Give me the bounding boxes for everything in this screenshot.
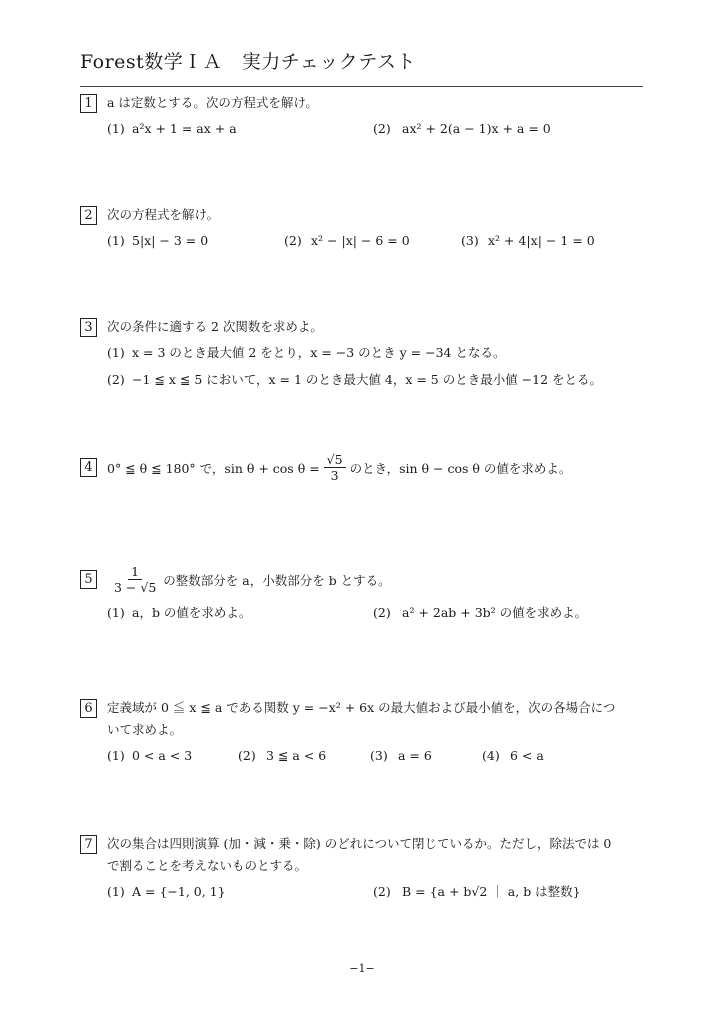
problem-number: 7 — [80, 835, 97, 854]
item-text: x² − |x| − 6 = 0 — [311, 233, 410, 248]
problem-number: 1 — [80, 94, 97, 113]
item-label: (2) — [238, 748, 256, 763]
item-label: (1) — [107, 233, 125, 248]
item-text: ax² + 2(a − 1)x + a = 0 — [402, 121, 551, 136]
item-text: 6 < a — [510, 748, 544, 763]
item-text: −1 ≦ x ≦ 5 において，x = 1 のとき最大値 4，x = 5 のとき最小値 −12 をとる。 — [132, 372, 603, 387]
problem-stem-line1: 定義域が 0 ≦ x ≦ a である関数 y = −x² + 6x の最大値および最小値を，次の各場合につ — [107, 700, 616, 715]
item-label: (1) — [107, 748, 125, 763]
item-text: a，b の値を求めよ。 — [132, 605, 252, 620]
item-text: x² + 4|x| − 1 = 0 — [488, 233, 595, 248]
problem-stem-line2: いて求めよ。 — [107, 722, 183, 737]
problem-stem: 次の条件に適する 2 次関数を求めよ。 — [107, 319, 323, 334]
item-text: 0 < a < 3 — [132, 748, 193, 763]
fraction — [324, 452, 346, 483]
fraction-denominator: 3 — [330, 468, 339, 483]
item-label: (2) — [373, 605, 391, 620]
problem-number: 4 — [80, 458, 97, 477]
item-text: a²x + 1 = ax + a — [132, 121, 237, 136]
problem-stem-after: の整数部分を a，小数部分を b とする。 — [163, 572, 391, 588]
item-text: A = {−1, 0, 1} — [132, 884, 226, 899]
item-label: (3) — [370, 748, 388, 763]
item-text: x = 3 のとき最大値 2 をとり，x = −3 のとき y = −34 となる。 — [132, 345, 506, 360]
problem-number: 6 — [80, 699, 97, 718]
fraction-numerator: 1 — [128, 564, 142, 580]
problem-stem-after: のとき，sin θ − cos θ の値を求めよ。 — [349, 460, 572, 476]
problem-1 — [80, 92, 650, 141]
item-text: 5|x| − 3 = 0 — [132, 233, 209, 248]
item-text: a = 6 — [398, 748, 432, 763]
problem-number: 5 — [80, 570, 97, 589]
item-label: (2) — [373, 884, 391, 899]
problem-stem-line1: 次の集合は四則演算 (加・減・乗・除) のどれについて閉じているか。ただし，除法では 0 — [107, 836, 612, 851]
problem-7 — [80, 833, 650, 904]
problem-stem-before: 0° ≦ θ ≦ 180° で，sin θ + cos θ = — [107, 460, 320, 476]
item-label: (2) — [107, 372, 125, 387]
problem-stem-line2: で割ることを考えないものとする。 — [107, 858, 308, 873]
item-label: (4) — [482, 748, 500, 763]
item-text: B = {a + b√2 ｜ a, b は整数} — [402, 884, 581, 899]
page-number: −1− — [349, 962, 375, 975]
problem-stem: 次の方程式を解け。 — [107, 207, 220, 222]
problem-2 — [80, 204, 650, 253]
fraction-denominator: 3 − √5 — [114, 580, 157, 595]
problem-number: 2 — [80, 206, 97, 225]
problem-5 — [80, 564, 650, 625]
item-label: (3) — [461, 233, 479, 248]
page-title: Forest数学ＩＡ 実力チェックテスト — [80, 51, 416, 73]
item-label: (2) — [284, 233, 302, 248]
problem-stem: a は定数とする。次の方程式を解け。 — [107, 95, 318, 110]
problem-3 — [80, 316, 650, 392]
fraction-numerator: √5 — [324, 452, 346, 468]
title-divider — [80, 86, 643, 87]
fraction — [111, 564, 159, 595]
item-label: (1) — [107, 884, 125, 899]
item-label: (1) — [107, 605, 125, 620]
item-text: 3 ≦ a < 6 — [266, 748, 327, 763]
problem-number: 3 — [80, 318, 97, 337]
item-label: (2) — [373, 121, 391, 136]
item-label: (1) — [107, 121, 125, 136]
item-label: (1) — [107, 345, 125, 360]
problem-4 — [80, 452, 650, 483]
problem-6 — [80, 697, 650, 768]
item-text: a² + 2ab + 3b² の値を求めよ。 — [402, 605, 588, 620]
